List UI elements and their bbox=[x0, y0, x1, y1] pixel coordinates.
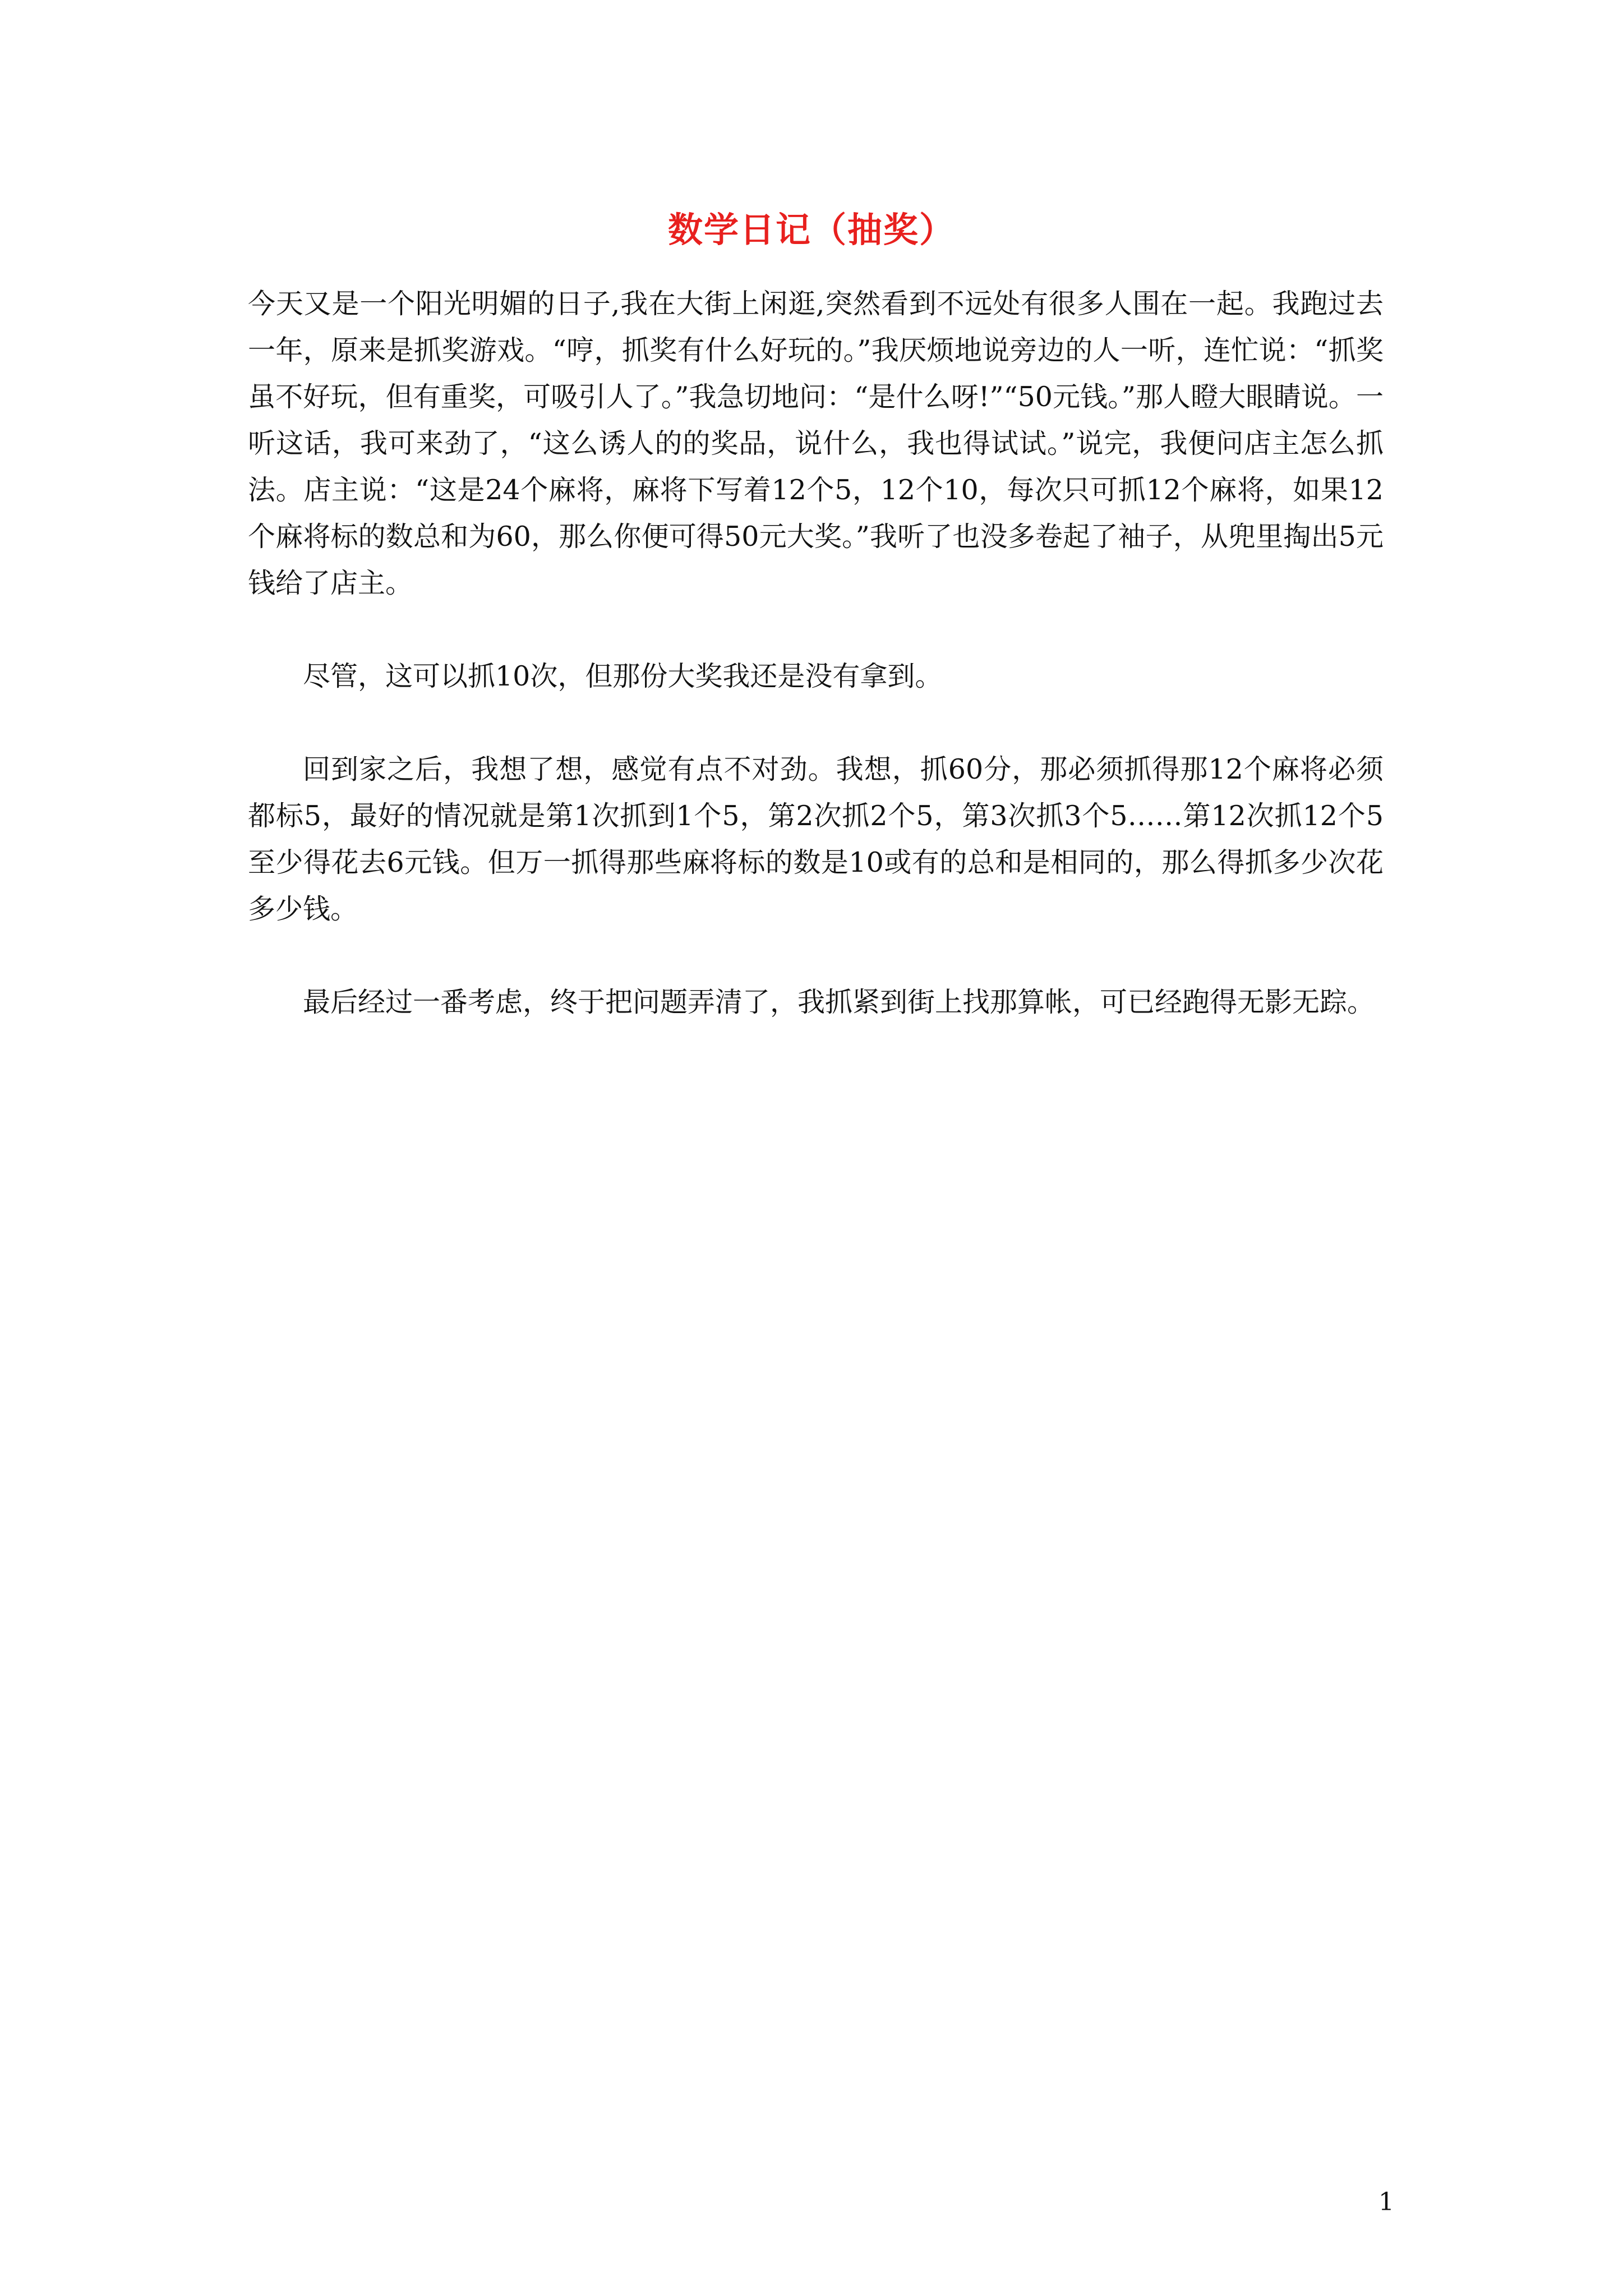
page-number: 1 bbox=[1378, 2188, 1394, 2216]
paragraph-2: 尽管，这可以抓10次，但那份大奖我还是没有拿到。 bbox=[303, 660, 943, 692]
paragraph-3: 回到家之后，我想了想，感觉有点不对劲。我想，抓60分，那必须抓得那12个麻将必须都标5，最好的情况就是第1次抓到1个5，第2次抓2个5，第3次抓3个5……第12次抓12个5至少得花去6元钱。但万一抓得那些麻将标的数是10或有的总和是相同的，那么得抓多少次花多少钱。 bbox=[248, 753, 1384, 925]
document-body bbox=[248, 280, 1384, 1025]
paragraph-spacer bbox=[248, 932, 1384, 979]
paragraph-spacer bbox=[248, 700, 1384, 746]
paragraph-spacer bbox=[248, 606, 1384, 653]
document-title: 数学日记（抽奖） bbox=[667, 209, 955, 250]
paragraph-4: 最后经过一番考虑，终于把问题弄清了，我抓紧到街上找那算帐，可已经跑得无影无踪。 bbox=[303, 986, 1375, 1018]
paragraph-1: 今天又是一个阳光明媚的日子,我在大街上闲逛,突然看到不远处有很多人围在一起。我跑过去一年，原来是抓奖游戏。“哼，抓奖有什么好玩的。”我厌烦地说旁边的人一听，连忙说：“抓奖虽不好玩，但有重奖，可吸引人了。”我急切地问：“是什么呀!”“50元钱。”那人瞪大眼睛说。一听这话，我可来劲了，“这么诱人的的奖品，说什么，我也得试试。”说完，我便问店主怎么抓法。店主说：“这是24个麻将，麻将下写着12个5，12个10，每次只可抓12个麻将，如果12个麻将标的数总和为60，那么你便可得50元大奖。”我听了也没多卷起了袖子，从兜里掏出5元钱给了店主。 bbox=[248, 288, 1384, 599]
